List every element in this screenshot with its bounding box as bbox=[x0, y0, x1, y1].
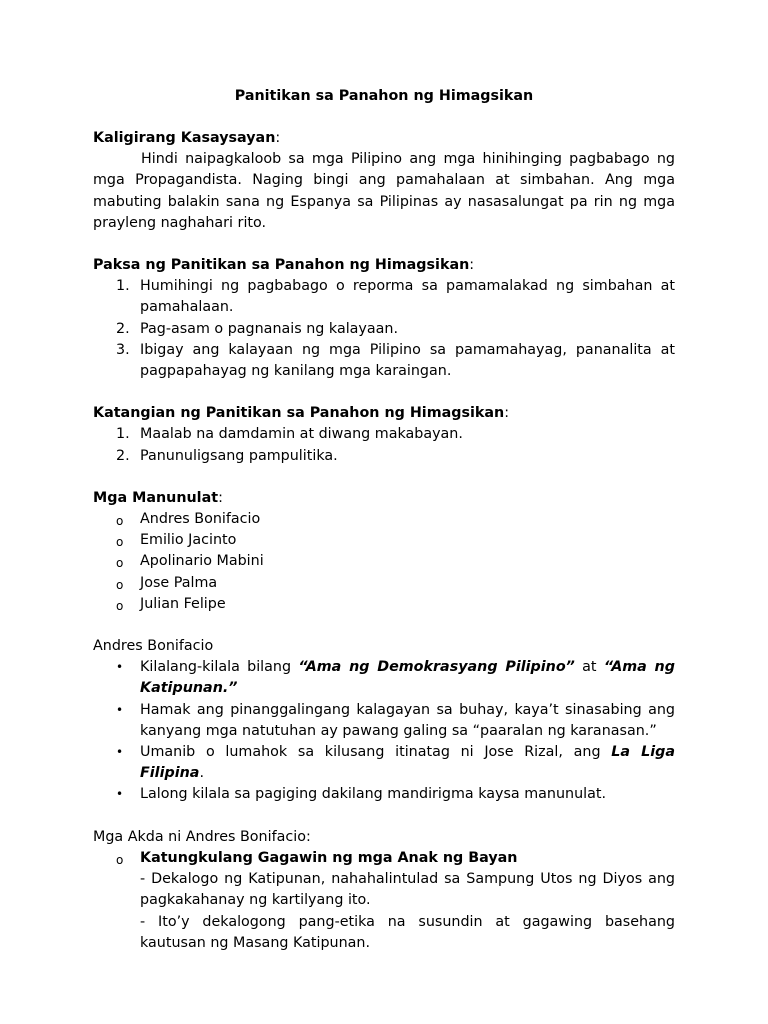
writer-name: Jose Palma bbox=[140, 574, 218, 591]
writer-name: Andres Bonifacio bbox=[140, 511, 261, 528]
numbered-list-katangian bbox=[93, 424, 675, 466]
paragraph-kaligiran: Hindi naipagkaloob sa mga Pilipino ang mga hinihinging pagbabago ng mga Propagandista. Naging bingi ang pamahalaan at simbahan. Ang mga mabuting balakin sana ng Espanya sa Pilipinas ay nasasalungat pa rin ng mga prayleng naghahari rito. bbox=[93, 151, 675, 231]
text: Lalong kilala sa pagiging dakilang mandirigma kaysa manunulat. bbox=[140, 786, 607, 803]
list-item bbox=[93, 551, 675, 572]
list-item bbox=[93, 424, 675, 445]
heading-text: Kaligirang Kasaysayan bbox=[93, 130, 276, 146]
list-item bbox=[93, 700, 675, 742]
page-title: Panitikan sa Panahon ng Himagsikan bbox=[234, 88, 534, 104]
section-heading-bonifacio: Andres Bonifacio bbox=[93, 638, 214, 655]
text: Umanib o lumahok sa kilusang itinatag ni Jose Rizal, ang bbox=[140, 744, 612, 761]
list-item bbox=[93, 509, 675, 530]
writer-name: Emilio Jacinto bbox=[140, 532, 237, 549]
work-title: Katungkulang Gagawin ng mga Anak ng Bayan bbox=[140, 849, 518, 866]
bullet-icon: • bbox=[116, 745, 124, 760]
work-description: - Ito’y dekalogong pang-etika na susundin at gagawing basehang kautusan ng Masang Katipunan. bbox=[140, 913, 675, 951]
list-item bbox=[93, 848, 675, 869]
list-item bbox=[93, 784, 675, 805]
bullet-icon: • bbox=[116, 702, 124, 717]
list-item bbox=[93, 594, 675, 615]
writer-name: Julian Felipe bbox=[140, 595, 226, 612]
list-item bbox=[93, 319, 675, 340]
bullet-icon: • bbox=[116, 787, 124, 802]
writers-list bbox=[93, 509, 675, 615]
list-item bbox=[93, 573, 675, 594]
document-body bbox=[93, 86, 675, 954]
circle-bullet-icon: o bbox=[116, 556, 124, 571]
section-heading-paksa: Paksa ng Panitikan sa Panahon ng Himagsikan: bbox=[93, 257, 475, 274]
list-item-text: Panunuligsang pampulitika. bbox=[140, 447, 338, 464]
heading-text: Katangian ng Panitikan sa Panahon ng Himagsikan bbox=[93, 405, 505, 422]
list-item-text: Humihingi ng pagbabago o reporma sa pamamalakad ng simbahan at pamahalaan. bbox=[140, 278, 675, 316]
list-item bbox=[93, 340, 675, 382]
list-number: 1. bbox=[116, 426, 130, 443]
circle-bullet-icon: o bbox=[116, 535, 124, 550]
heading-text: Mga Manunulat bbox=[93, 489, 219, 506]
list-number: 1. bbox=[116, 278, 130, 295]
list-item-text: Maalab na damdamin at diwang makabayan. bbox=[140, 426, 463, 443]
heading-text: Paksa ng Panitikan sa Panahon ng Himagsikan bbox=[93, 257, 470, 274]
emphasis-text: “Ama ng Demokrasyang Pilipino” bbox=[298, 659, 575, 676]
writer-name: Apolinario Mabini bbox=[140, 553, 264, 570]
work-description: - Dekalogo ng Katipunan, nahahalintulad sa Sampung Utos ng Diyos ang pagkakahanay ng kartilyang ito. bbox=[140, 871, 675, 909]
section-heading-manunulat: Mga Manunulat: bbox=[93, 489, 223, 506]
circle-bullet-icon: o bbox=[116, 514, 124, 529]
works-list bbox=[93, 848, 675, 869]
list-item-text: Pag-asam o pagnanais ng kalayaan. bbox=[140, 320, 399, 337]
circle-bullet-icon: o bbox=[116, 598, 124, 613]
list-item bbox=[93, 446, 675, 467]
text: Kilalang-kilala bilang bbox=[140, 659, 299, 676]
list-item bbox=[93, 276, 675, 318]
text: . bbox=[199, 765, 204, 782]
circle-bullet-icon: o bbox=[116, 852, 124, 867]
circle-bullet-icon: o bbox=[116, 577, 124, 592]
section-heading-akda: Mga Akda ni Andres Bonifacio: bbox=[93, 828, 311, 845]
list-item bbox=[93, 742, 675, 784]
list-item bbox=[93, 530, 675, 551]
list-item-text: Ibigay ang kalayaan ng mga Pilipino sa pamamahayag, pananalita at pagpapahayag ng kanilang mga karaingan. bbox=[140, 341, 675, 380]
numbered-list-paksa bbox=[93, 276, 675, 382]
list-number: 2. bbox=[116, 320, 130, 337]
list-item bbox=[93, 657, 675, 699]
text: Hamak ang pinanggalingang kalagayan sa buhay, kaya’t sinasabing ang kanyang mga natutuhan ay pawang galing sa “paaralan ng karanasan.” bbox=[140, 701, 675, 739]
emphasis-text: La Liga Filipina bbox=[140, 744, 675, 782]
bullet-icon: • bbox=[116, 660, 124, 675]
bonifacio-bullets bbox=[93, 657, 675, 805]
list-number: 2. bbox=[116, 447, 130, 464]
emphasis-text: “Ama ng Katipunan.” bbox=[140, 659, 675, 697]
text: at bbox=[574, 659, 604, 676]
section-heading-kaligiran: Kaligirang Kasaysayan: bbox=[93, 130, 281, 146]
section-heading-katangian: Katangian ng Panitikan sa Panahon ng Himagsikan: bbox=[93, 405, 510, 422]
list-number: 3. bbox=[116, 341, 130, 358]
